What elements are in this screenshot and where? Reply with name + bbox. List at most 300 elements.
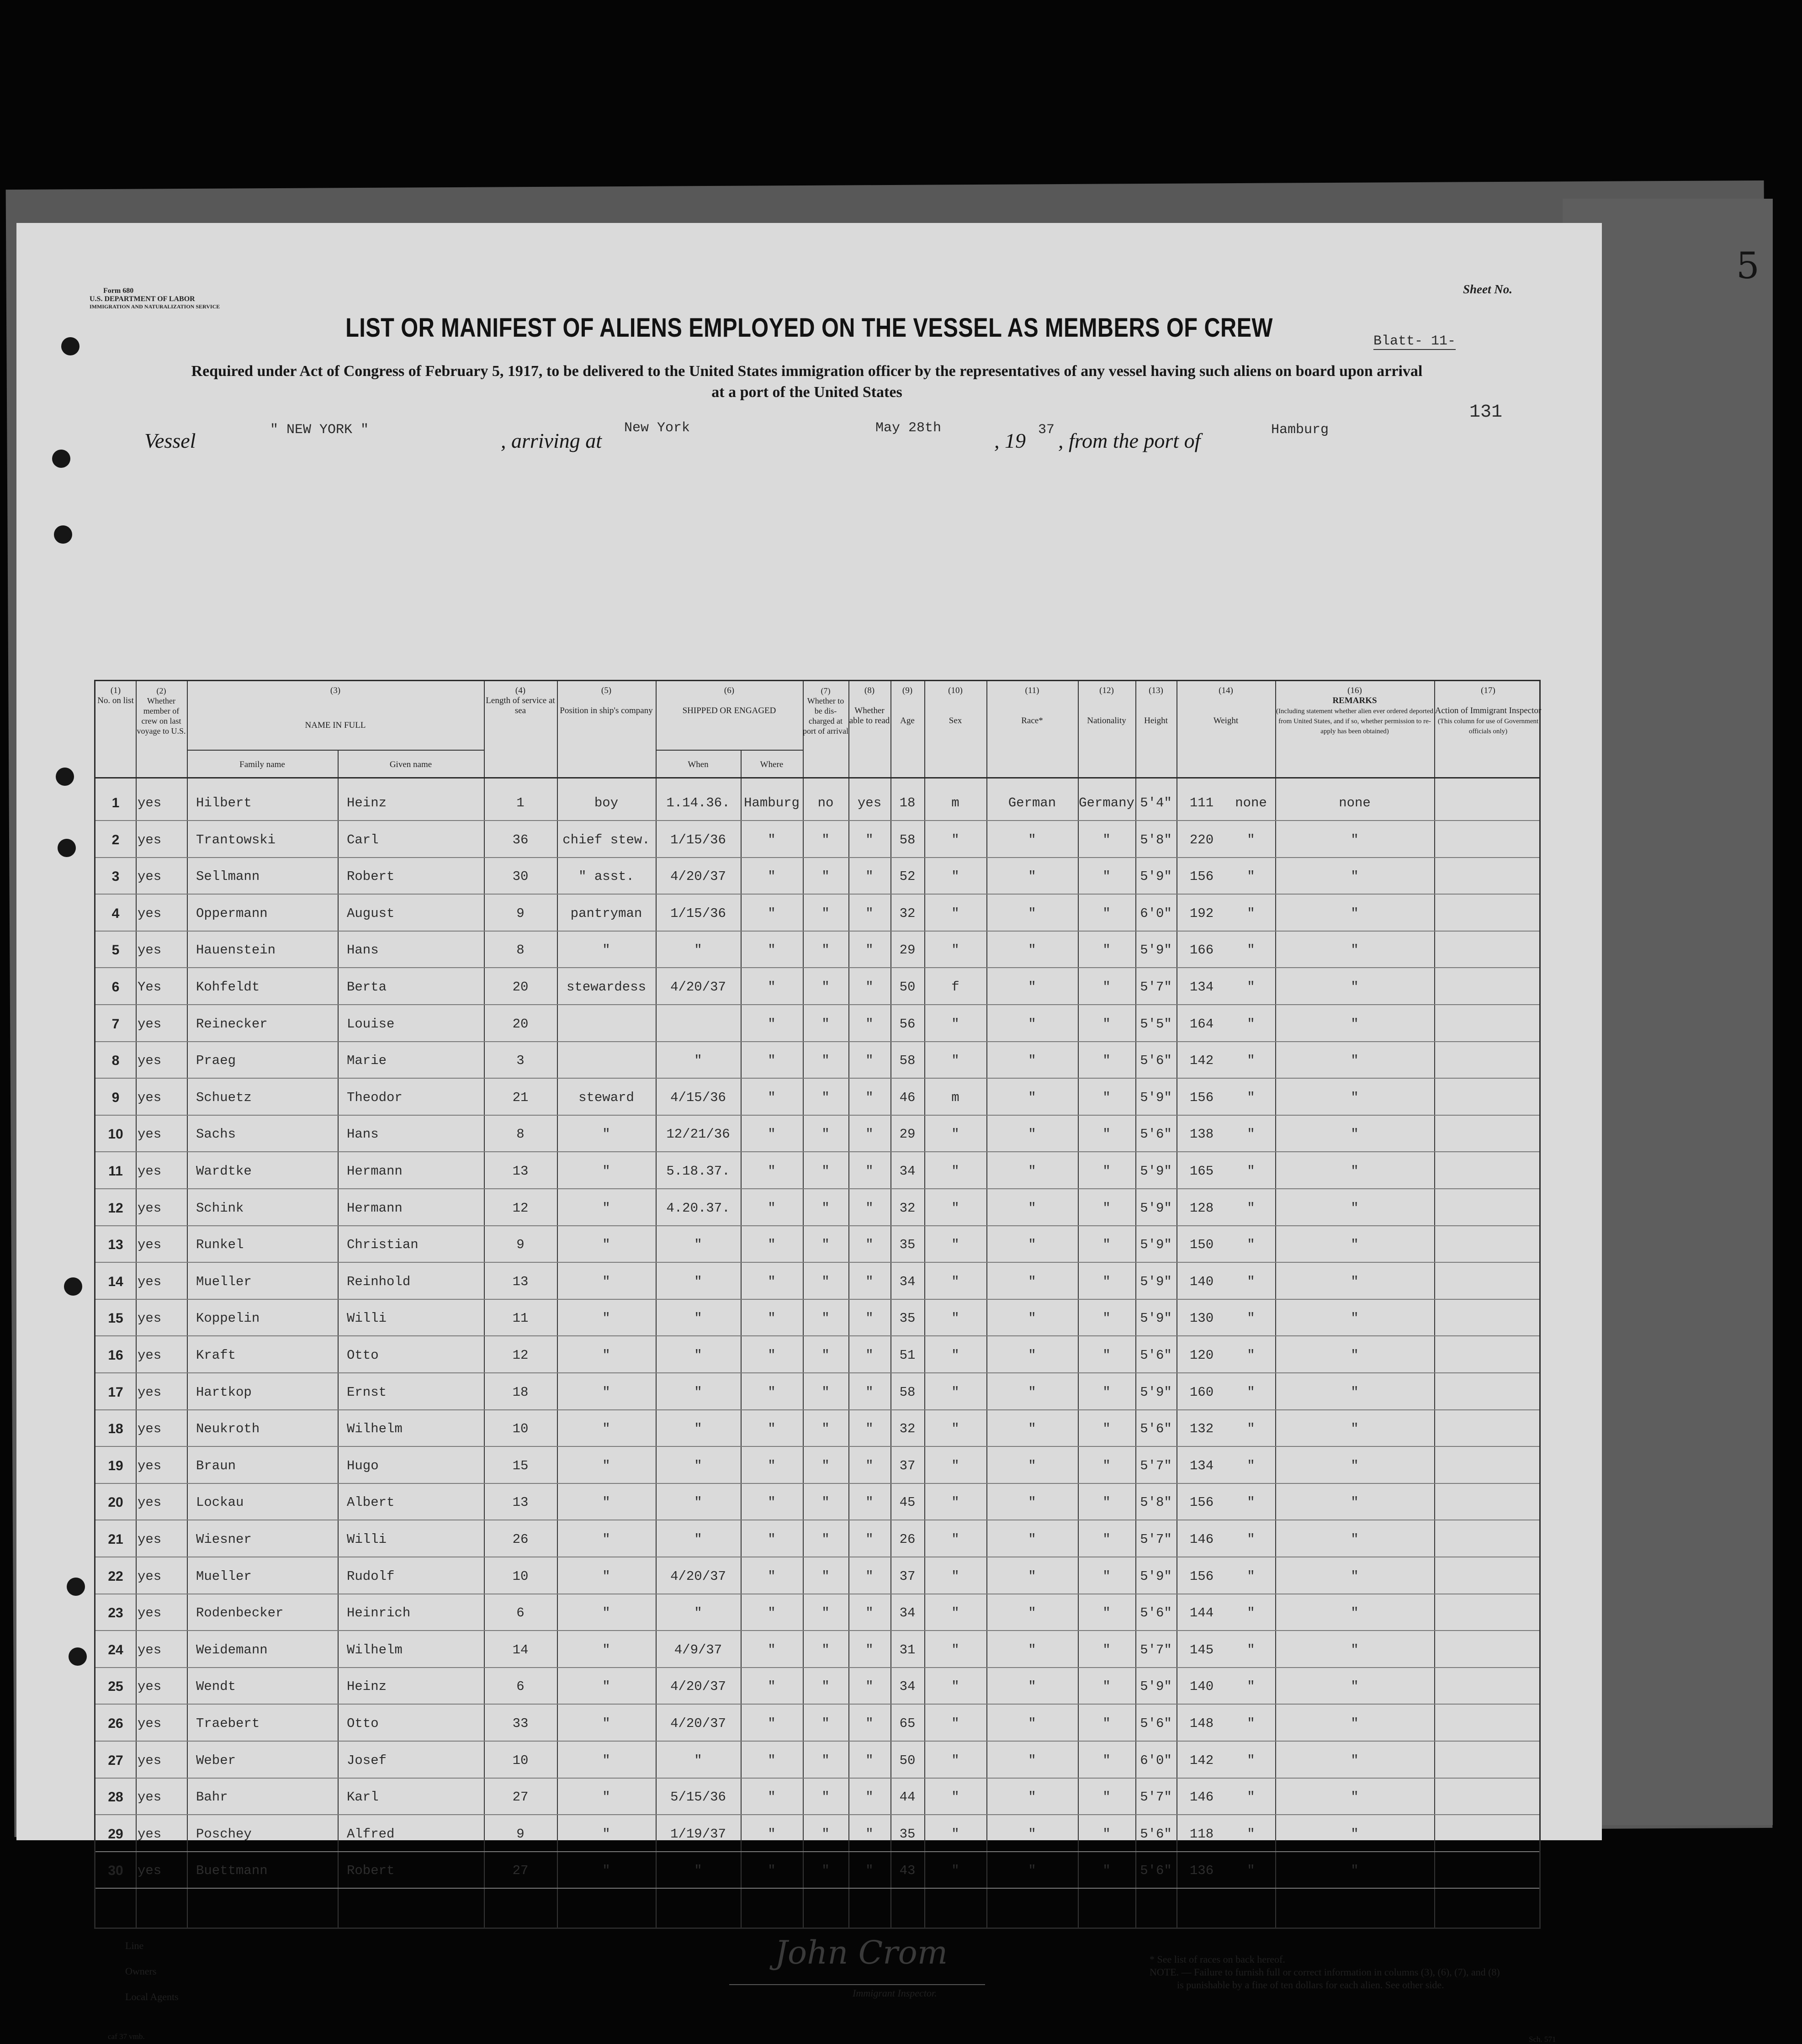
cell-race: " — [1028, 1532, 1036, 1547]
cell-age: 51 — [899, 1348, 916, 1363]
cell-service: 11 — [512, 1311, 529, 1326]
cell-service: 27 — [512, 1863, 529, 1879]
cell-weight: 111 — [1189, 795, 1214, 810]
cell-where: " — [768, 1421, 776, 1437]
cell-sex: " — [951, 1532, 959, 1547]
cell-discharged: " — [822, 1458, 830, 1473]
cell-where: " — [768, 1016, 776, 1032]
cell-no: 14 — [108, 1274, 123, 1289]
cell-when: " — [694, 943, 702, 958]
cell-position: " — [602, 1826, 610, 1842]
cell-discharged: " — [822, 1053, 830, 1069]
cell-race: " — [1028, 980, 1036, 995]
table-row — [95, 895, 1542, 931]
cell-race: " — [1028, 1237, 1036, 1253]
cell-when: " — [694, 1348, 702, 1363]
cell-marks: " — [1247, 906, 1255, 921]
punch-hole — [61, 337, 80, 355]
cell-no: 17 — [108, 1384, 123, 1400]
cell-where: " — [768, 1127, 776, 1142]
col7-header: (7) Whether to be dis-charged at port of arrival — [803, 686, 848, 736]
cell-read: " — [865, 1716, 874, 1731]
cell-height: 5'9" — [1140, 1568, 1172, 1584]
cell-when: " — [694, 1384, 702, 1400]
cell-no: 30 — [108, 1863, 123, 1879]
cell-race: " — [1028, 1053, 1036, 1069]
col13-header: (13) Height — [1144, 686, 1168, 725]
cell-crew: yes — [138, 1642, 162, 1657]
manifest-page — [16, 223, 1602, 2044]
cell-age: 34 — [899, 1164, 916, 1179]
cell-no: 3 — [111, 869, 120, 884]
cell-race: " — [1028, 1605, 1036, 1621]
cell-when: " — [694, 1421, 702, 1437]
cell-no: 22 — [108, 1568, 123, 1584]
cell-read: " — [865, 869, 874, 884]
cell-nationality: " — [1102, 980, 1111, 995]
table-row — [95, 1116, 1542, 1152]
cell-given: Otto — [347, 1716, 379, 1731]
cell-read: " — [865, 1053, 874, 1069]
cell-age: 58 — [899, 1053, 916, 1069]
cell-where: " — [768, 1605, 776, 1621]
cell-sex: " — [951, 1200, 959, 1216]
races-note: * See list of races on back hereof. — [1150, 1954, 1285, 1965]
col5-header: (5) Position in ship's company — [560, 686, 653, 715]
table-row — [95, 1742, 1542, 1778]
cell-weight: 146 — [1189, 1790, 1214, 1805]
cell-family: Wardtke — [196, 1164, 252, 1179]
cell-given: Willi — [347, 1532, 387, 1547]
cell-race: " — [1028, 1642, 1036, 1657]
cell-sex: " — [951, 1568, 959, 1584]
cell-remarks: " — [1351, 1274, 1359, 1289]
cell-weight: 192 — [1189, 906, 1214, 921]
cell-family: Runkel — [196, 1237, 244, 1253]
cell-when: 4/20/37 — [670, 980, 726, 995]
cell-service: 33 — [512, 1716, 529, 1731]
cell-weight: 146 — [1189, 1532, 1214, 1547]
cell-where: " — [768, 1863, 776, 1879]
cell-height: 5'7" — [1140, 980, 1172, 995]
cell-discharged: " — [822, 906, 830, 921]
cell-position: " — [602, 1753, 610, 1768]
cell-marks: " — [1247, 1127, 1255, 1142]
cell-position: " — [602, 1679, 610, 1695]
cell-age: 35 — [899, 1826, 916, 1842]
note-line2: is punishable by a fine of ten dollars for each alien. See other side. — [1177, 1979, 1444, 1991]
cell-remarks: " — [1351, 1568, 1359, 1584]
cell-age: 35 — [899, 1237, 916, 1253]
cell-age: 37 — [899, 1458, 916, 1473]
cell-weight: 144 — [1189, 1605, 1214, 1621]
cell-nationality: " — [1102, 943, 1111, 958]
cell-discharged: " — [822, 832, 830, 847]
given-name-header: Given name — [389, 760, 432, 769]
cell-given: Hans — [347, 1127, 379, 1142]
cell-no: 10 — [108, 1127, 123, 1142]
cell-given: Hermann — [347, 1164, 403, 1179]
cell-nationality: " — [1102, 1826, 1111, 1842]
cell-where: " — [768, 1164, 776, 1179]
cell-when: 4/20/37 — [670, 1679, 726, 1695]
cell-crew: yes — [138, 1495, 162, 1510]
cell-read: " — [865, 1127, 874, 1142]
cell-read: " — [865, 1458, 874, 1473]
cell-race: " — [1028, 869, 1036, 884]
cell-given: Karl — [347, 1790, 379, 1805]
cell-where: Hamburg — [744, 795, 800, 810]
cell-age: 52 — [899, 869, 916, 884]
cell-crew: yes — [138, 1716, 162, 1731]
cell-marks: " — [1247, 1679, 1255, 1695]
cell-remarks: " — [1351, 832, 1359, 847]
cell-crew: yes — [138, 1826, 162, 1842]
cell-position: " — [602, 1200, 610, 1216]
cell-remarks: " — [1351, 1753, 1359, 1768]
cell-race: " — [1028, 1311, 1036, 1326]
cell-height: 5'6" — [1140, 1421, 1172, 1437]
cell-marks: " — [1247, 1826, 1255, 1842]
cell-height: 5'7" — [1140, 1642, 1172, 1657]
cell-marks: " — [1247, 1532, 1255, 1547]
cell-family: Mueller — [196, 1568, 252, 1584]
vessel-label: Vessel — [144, 429, 196, 452]
cell-weight: 156 — [1189, 1495, 1214, 1510]
cell-weight: 134 — [1189, 1458, 1214, 1473]
cell-marks: " — [1247, 1790, 1255, 1805]
cell-remarks: " — [1351, 906, 1359, 921]
cell-given: Berta — [347, 980, 387, 995]
subtitle-line1: Required under Act of Congress of February 5, 1917, to be delivered to the United States immigration officer by the representatives of any vessel having such aliens on board upon arrival — [191, 363, 1423, 380]
cell-where: " — [768, 1384, 776, 1400]
cell-position: " — [602, 1863, 610, 1879]
cell-sex: " — [951, 869, 959, 884]
cell-race: " — [1028, 1016, 1036, 1032]
cell-nationality: " — [1102, 1642, 1111, 1657]
cell-crew: yes — [138, 795, 162, 810]
cell-remarks: " — [1351, 869, 1359, 884]
cell-race: " — [1028, 1384, 1036, 1400]
cell-where: " — [768, 869, 776, 884]
table-row — [95, 1300, 1542, 1336]
cell-given: Louise — [347, 1016, 395, 1032]
cell-when: 1/15/36 — [670, 906, 726, 921]
cell-crew: yes — [138, 906, 162, 921]
cell-no: 5 — [111, 943, 120, 958]
cell-crew: yes — [138, 1790, 162, 1805]
table-row — [95, 1779, 1542, 1815]
cell-sex: " — [951, 1421, 959, 1437]
cell-marks: " — [1247, 1237, 1255, 1253]
cell-height: 5'9" — [1140, 1274, 1172, 1289]
cell-where: " — [768, 1090, 776, 1105]
cell-when: 5/15/36 — [670, 1790, 726, 1805]
cell-nationality: " — [1102, 1274, 1111, 1289]
cell-family: Wiesner — [196, 1532, 252, 1547]
cell-remarks: " — [1351, 1495, 1359, 1510]
cell-given: Heinz — [347, 795, 387, 810]
cell-position: " — [602, 1458, 610, 1473]
cell-discharged: " — [822, 1568, 830, 1584]
cell-weight: 138 — [1189, 1127, 1214, 1142]
cell-discharged: " — [822, 1863, 830, 1879]
cell-where: " — [768, 906, 776, 921]
cell-discharged: " — [822, 1421, 830, 1437]
cell-age: 32 — [899, 906, 916, 921]
cell-given: Ernst — [347, 1384, 387, 1400]
cell-marks: " — [1247, 869, 1255, 884]
table-row — [95, 1263, 1542, 1299]
cell-race: " — [1028, 1826, 1036, 1842]
schedule-number: Sch. 571 — [1529, 2035, 1556, 2044]
cell-no: 23 — [108, 1605, 123, 1621]
cell-service: 10 — [512, 1753, 529, 1768]
table-row — [95, 1079, 1542, 1115]
cell-crew: yes — [138, 1090, 162, 1105]
cell-where: " — [768, 1716, 776, 1731]
cell-weight: 134 — [1189, 980, 1214, 995]
cell-where: " — [768, 832, 776, 847]
cell-sex: " — [951, 1237, 959, 1253]
blatt-number: Blatt- 11- — [1373, 334, 1456, 349]
cell-sex: " — [951, 1458, 959, 1473]
cell-crew: yes — [138, 1164, 162, 1179]
cell-sex: " — [951, 1495, 959, 1510]
crew-table — [94, 680, 1541, 1929]
cell-height: 5'9" — [1140, 1090, 1172, 1105]
cell-family: Hilbert — [196, 795, 252, 810]
cell-service: 13 — [512, 1495, 529, 1510]
cell-given: Heinrich — [347, 1605, 411, 1621]
cell-remarks: " — [1351, 1642, 1359, 1657]
cell-crew: yes — [138, 1458, 162, 1473]
when-header: When — [688, 760, 709, 769]
cell-no: 2 — [111, 832, 120, 847]
table-row — [95, 932, 1542, 968]
cell-crew: yes — [138, 1274, 162, 1289]
form-number: Form 680 — [103, 287, 134, 295]
cell-discharged: " — [822, 1016, 830, 1032]
cell-marks: " — [1247, 1753, 1255, 1768]
table-row — [95, 1337, 1542, 1373]
cell-weight: 140 — [1189, 1274, 1214, 1289]
cell-marks: " — [1247, 1016, 1255, 1032]
cell-weight: 142 — [1189, 1753, 1214, 1768]
cell-crew: yes — [138, 1384, 162, 1400]
cell-crew: yes — [138, 1200, 162, 1216]
cell-sex: " — [951, 943, 959, 958]
cell-age: 32 — [899, 1200, 916, 1216]
cell-marks: " — [1247, 1348, 1255, 1363]
cell-remarks: " — [1351, 1200, 1359, 1216]
cell-no: 24 — [108, 1642, 123, 1657]
cell-height: 5'6" — [1140, 1863, 1172, 1879]
cell-service: 36 — [512, 832, 529, 847]
cell-family: Bahr — [196, 1790, 228, 1805]
cell-crew: yes — [138, 1568, 162, 1584]
cell-sex: " — [951, 832, 959, 847]
cell-race: " — [1028, 1458, 1036, 1473]
cell-no: 28 — [108, 1790, 123, 1805]
table-row — [95, 1374, 1542, 1410]
footer-agents-label: Local Agents — [125, 1991, 179, 2002]
cell-race: " — [1028, 1421, 1036, 1437]
cell-sex: " — [951, 1016, 959, 1032]
cell-remarks: " — [1351, 1679, 1359, 1695]
cell-when: " — [694, 1237, 702, 1253]
cell-remarks: " — [1351, 980, 1359, 995]
cell-no: 20 — [108, 1495, 123, 1510]
cell-position: " — [602, 1421, 610, 1437]
cell-service: 1 — [516, 795, 525, 810]
cell-sex: " — [951, 1311, 959, 1326]
cell-race: " — [1028, 1348, 1036, 1363]
cell-given: Josef — [347, 1753, 387, 1768]
cell-age: 50 — [899, 980, 916, 995]
cell-height: 5'6" — [1140, 1053, 1172, 1069]
cell-nationality: " — [1102, 869, 1111, 884]
cell-no: 9 — [111, 1090, 120, 1105]
cell-height: 5'7" — [1140, 1790, 1172, 1805]
cell-discharged: " — [822, 1605, 830, 1621]
cell-family: Kraft — [196, 1348, 236, 1363]
page-title: LIST OR MANIFEST OF ALIENS EMPLOYED ON THE VESSEL AS MEMBERS OF CREW — [345, 313, 1273, 343]
cell-family: Weber — [196, 1753, 236, 1768]
cell-service: 10 — [512, 1421, 529, 1437]
cell-weight: 118 — [1189, 1826, 1214, 1842]
cell-read: " — [865, 980, 874, 995]
cell-position: " — [602, 1495, 610, 1510]
cell-given: Rudolf — [347, 1568, 395, 1584]
cell-marks: " — [1247, 1384, 1255, 1400]
table-row — [95, 1631, 1542, 1668]
cell-marks: " — [1247, 1200, 1255, 1216]
cell-given: Carl — [347, 832, 379, 847]
cell-marks: " — [1247, 1164, 1255, 1179]
table-row — [95, 1447, 1542, 1483]
cell-discharged: " — [822, 1348, 830, 1363]
cell-weight: 166 — [1189, 943, 1214, 958]
family-name-header: Family name — [239, 760, 285, 769]
cell-crew: yes — [138, 1127, 162, 1142]
cell-family: Sellmann — [196, 869, 260, 884]
cell-when: " — [694, 1495, 702, 1510]
cell-given: Willi — [347, 1311, 387, 1326]
cell-sex: m — [951, 1090, 959, 1105]
cell-marks: " — [1247, 980, 1255, 995]
cell-weight: 150 — [1189, 1237, 1214, 1253]
cell-family: Kohfeldt — [196, 980, 260, 995]
cell-discharged: " — [822, 1274, 830, 1289]
cell-sex: " — [951, 1164, 959, 1179]
cell-sex: " — [951, 1384, 959, 1400]
cell-service: 8 — [516, 943, 525, 958]
cell-service: 18 — [512, 1384, 529, 1400]
cell-age: 65 — [899, 1716, 916, 1731]
cell-discharged: " — [822, 1384, 830, 1400]
footer-owners-label: Owners — [125, 1965, 157, 1977]
cell-age: 35 — [899, 1311, 916, 1326]
cell-service: 15 — [512, 1458, 529, 1473]
cell-discharged: " — [822, 943, 830, 958]
punch-hole — [64, 1277, 82, 1296]
cell-marks: " — [1247, 1421, 1255, 1437]
cell-height: 5'6" — [1140, 1826, 1172, 1842]
cell-given: Theodor — [347, 1090, 403, 1105]
cell-remarks: " — [1351, 1127, 1359, 1142]
cell-sex: " — [951, 1605, 959, 1621]
cell-age: 45 — [899, 1495, 916, 1510]
cell-age: 31 — [899, 1642, 916, 1657]
col3-num: (3) — [330, 686, 341, 695]
table-row — [95, 1705, 1542, 1741]
cell-given: Hans — [347, 943, 379, 958]
cell-when: " — [694, 1605, 702, 1621]
cell-no: 11 — [108, 1164, 123, 1179]
cell-given: Robert — [347, 1863, 395, 1879]
cell-weight: 136 — [1189, 1863, 1214, 1879]
cell-position: stewardess — [566, 980, 647, 995]
cell-crew: yes — [138, 832, 162, 847]
cell-given: Albert — [347, 1495, 395, 1510]
cell-remarks: " — [1351, 1826, 1359, 1842]
vessel-name: " NEW YORK " — [270, 422, 369, 438]
cell-crew: yes — [138, 869, 162, 884]
cell-service: 12 — [512, 1348, 529, 1363]
cell-service: 3 — [516, 1053, 525, 1069]
cell-family: Neukroth — [196, 1421, 260, 1437]
cell-when: " — [694, 1532, 702, 1547]
cell-nationality: " — [1102, 1863, 1111, 1879]
col14-header: (14) Weight — [1213, 686, 1239, 725]
cell-family: Wendt — [196, 1679, 236, 1695]
cell-crew: yes — [138, 1753, 162, 1768]
cell-nationality: " — [1102, 1753, 1111, 1768]
cell-weight: 128 — [1189, 1200, 1214, 1216]
cell-weight: 220 — [1189, 832, 1214, 847]
cell-service: 9 — [516, 1237, 525, 1253]
col8-header: (8) Whether able to read — [849, 686, 890, 725]
cell-race: " — [1028, 1753, 1036, 1768]
cell-age: 34 — [899, 1679, 916, 1695]
cell-when: " — [694, 1753, 702, 1768]
cell-service: 20 — [512, 980, 529, 995]
cell-height: 5'8" — [1140, 832, 1172, 847]
cell-family: Trantowski — [196, 832, 276, 847]
cell-when: 4/9/37 — [674, 1642, 722, 1657]
cell-family: Lockau — [196, 1495, 244, 1510]
cell-read: " — [865, 1826, 874, 1842]
cell-crew: yes — [138, 1679, 162, 1695]
cell-discharged: " — [822, 1679, 830, 1695]
cell-read: " — [865, 1311, 874, 1326]
col3-header: NAME IN FULL — [305, 720, 366, 730]
cell-discharged: " — [822, 1237, 830, 1253]
cell-age: 44 — [899, 1790, 916, 1805]
table-row — [95, 1153, 1542, 1189]
cell-nationality: " — [1102, 1016, 1111, 1032]
cell-marks: " — [1247, 1090, 1255, 1105]
cell-read: " — [865, 943, 874, 958]
cell-service: 30 — [512, 869, 529, 884]
cell-read: yes — [857, 795, 882, 810]
cell-family: Hauenstein — [196, 943, 276, 958]
cell-position: " — [602, 1127, 610, 1142]
cell-where: " — [768, 1237, 776, 1253]
cell-read: " — [865, 1237, 874, 1253]
col10-header: (10) Sex — [948, 686, 963, 725]
